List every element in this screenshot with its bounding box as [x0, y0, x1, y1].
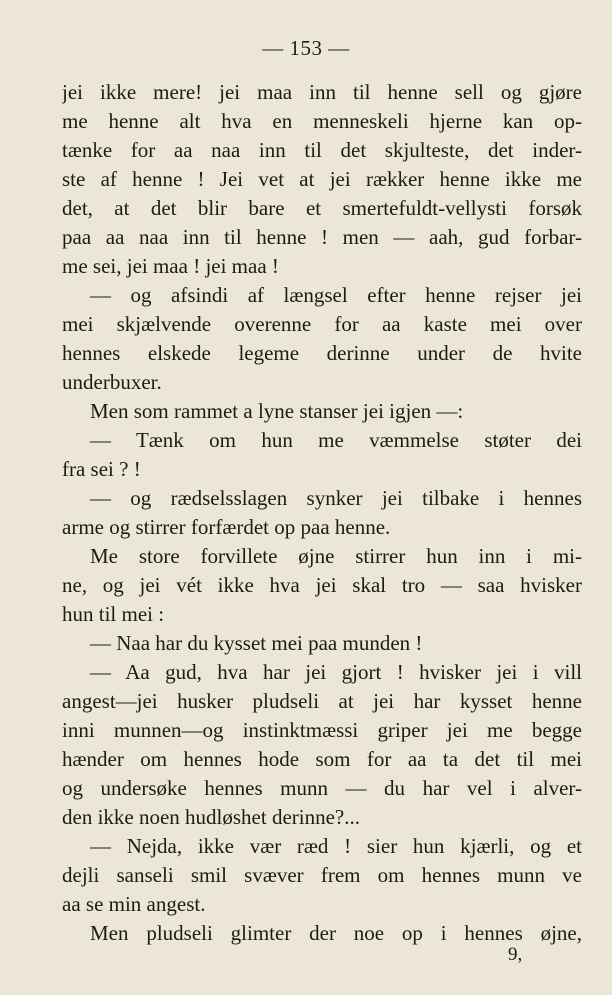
text-line: — Naa har du kysset mei paa munden !: [90, 631, 423, 655]
text-line: underbuxer.: [62, 370, 162, 394]
text-line: me sei, jei maa ! jei maa !: [62, 254, 279, 278]
text-line: Men som rammet a lyne stanser jei igjen —:: [90, 399, 464, 423]
body-text: [62, 78, 582, 948]
text-line: fra sei ? !: [62, 457, 141, 481]
text-line: jei ikke mere! jei maa inn til henne sell og gjøre: [62, 80, 582, 104]
text-line: dejli sanseli smil svæver frem om hennes munn ve: [62, 863, 582, 887]
text-line: — og afsindi af længsel efter henne rejser jei: [90, 283, 582, 307]
text-line: det, at det blir bare et smertefuldt-vellysti forsøk: [62, 196, 582, 220]
text-line: mei skjælvende overenne for aa kaste mei over: [62, 312, 582, 336]
text-line: paa aa naa inn til henne ! men — aah, gud forbar-: [62, 225, 582, 249]
text-line: ne, og jei vét ikke hva jei skal tro — saa hvisker: [62, 573, 582, 597]
text-line: Me store forvillete øjne stirrer hun inn i mi-: [90, 544, 582, 568]
text-line: angest—jei husker pludseli at jei har kysset henne: [62, 689, 582, 713]
text-line: og undersøke hennes munn — du har vel i alver-: [62, 776, 582, 800]
text-line: arme og stirrer forfærdet op paa henne.: [62, 515, 391, 539]
text-line: aa se min angest.: [62, 892, 206, 916]
text-line: — Nejda, ikke vær ræd ! sier hun kjærli, og et: [90, 834, 582, 858]
text-line: — og rædselsslagen synker jei tilbake i hennes: [90, 486, 582, 510]
text-line: den ikke noen hudløshet derinne?...: [62, 805, 360, 829]
text-line: — Tænk om hun me væmmelse støter dei: [90, 428, 582, 452]
signature-mark: 9,: [508, 944, 523, 965]
page-number: — 153 —: [262, 36, 350, 60]
text-line: hennes elskede legeme derinne under de hvite: [62, 341, 582, 365]
text-line: — Aa gud, hva har jei gjort ! hvisker jei i vill: [90, 660, 582, 684]
text-line: Men pludseli glimter der noe op i hennes øjne,: [90, 921, 582, 945]
text-line: hun til mei :: [62, 602, 165, 626]
text-line: hænder om hennes hode som for aa ta det til mei: [62, 747, 582, 771]
text-line: me henne alt hva en menneskeli hjerne kan op-: [62, 109, 582, 133]
text-line: ste af henne ! Jei vet at jei rækker henne ikke me: [62, 167, 582, 191]
text-line: tænke for aa naa inn til det skjulteste, det inder-: [62, 138, 582, 162]
text-line: inni munnen—og instinktmæssi griper jei me begge: [62, 718, 582, 742]
